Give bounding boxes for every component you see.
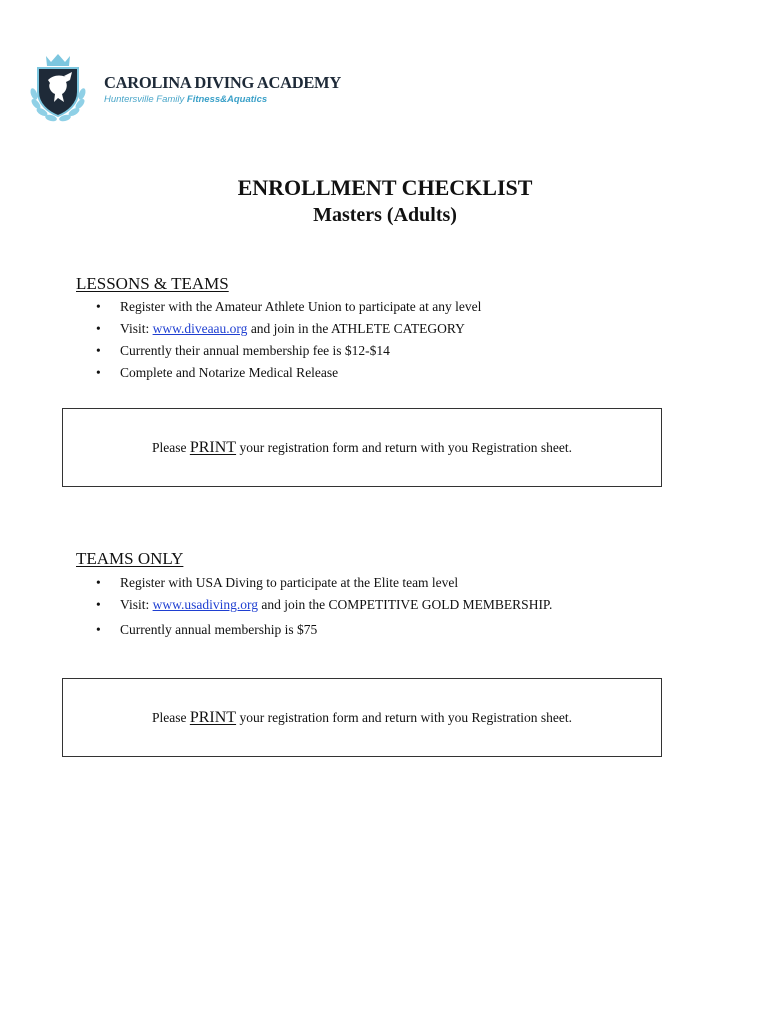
print-emphasis: PRINT — [189, 709, 237, 726]
bullet: • — [96, 597, 101, 612]
bullet: • — [96, 343, 101, 358]
section-heading-lessons-teams: LESSONS & TEAMS — [76, 274, 229, 293]
visit-suffix: and join in the ATHLETE CATEGORY — [247, 321, 465, 336]
notice-after: your registration form and return with you Registration sheet. — [236, 440, 573, 455]
crest-icon — [24, 50, 102, 128]
list-item-text: Currently annual membership is $75 — [120, 622, 318, 637]
logo-title: CAROLINA DIVING ACADEMY — [104, 73, 341, 92]
section-heading-teams-only: TEAMS ONLY — [76, 549, 184, 568]
usadiving-link[interactable]: www.usadiving.org — [152, 597, 258, 612]
print-emphasis: PRINT — [189, 439, 237, 456]
notice-before: Please — [151, 440, 190, 455]
bullet: • — [96, 299, 101, 314]
bullet: • — [96, 365, 101, 380]
list-item-text: Register with USA Diving to participate at the Elite team level — [120, 575, 459, 590]
bullet: • — [96, 622, 101, 637]
academy-logo — [24, 50, 341, 128]
logo-subtitle-bold: Fitness&Aquatics — [186, 94, 268, 105]
logo-wordmark — [104, 73, 341, 105]
list-item-text: Register with the Amateur Athlete Union to participate at any level — [120, 299, 482, 314]
diveaau-link[interactable]: www.diveaau.org — [152, 321, 248, 336]
print-notice-box-teams — [62, 678, 662, 757]
list-item-text — [120, 597, 552, 613]
visit-prefix: Visit: — [120, 321, 153, 336]
page-title: ENROLLMENT CHECKLIST — [237, 175, 533, 200]
list-item-text — [120, 321, 465, 337]
list-item-text: Complete and Notarize Medical Release — [120, 365, 339, 380]
print-notice-box-lessons — [62, 408, 662, 487]
logo-subtitle-plain: Huntersville Family — [104, 94, 185, 105]
notice-before: Please — [151, 710, 190, 725]
print-notice-text — [63, 439, 661, 457]
visit-prefix: Visit: — [120, 597, 153, 612]
logo-subtitle — [104, 94, 341, 105]
page-subtitle: Masters (Adults) — [313, 204, 457, 226]
visit-suffix: and join the COMPETITIVE GOLD MEMBERSHIP. — [257, 597, 553, 612]
bullet: • — [96, 321, 101, 336]
print-notice-text — [63, 709, 661, 727]
notice-after: your registration form and return with you Registration sheet. — [236, 710, 573, 725]
list-item-text: Currently their annual membership fee is $12-$14 — [120, 343, 390, 358]
bullet: • — [96, 575, 101, 590]
